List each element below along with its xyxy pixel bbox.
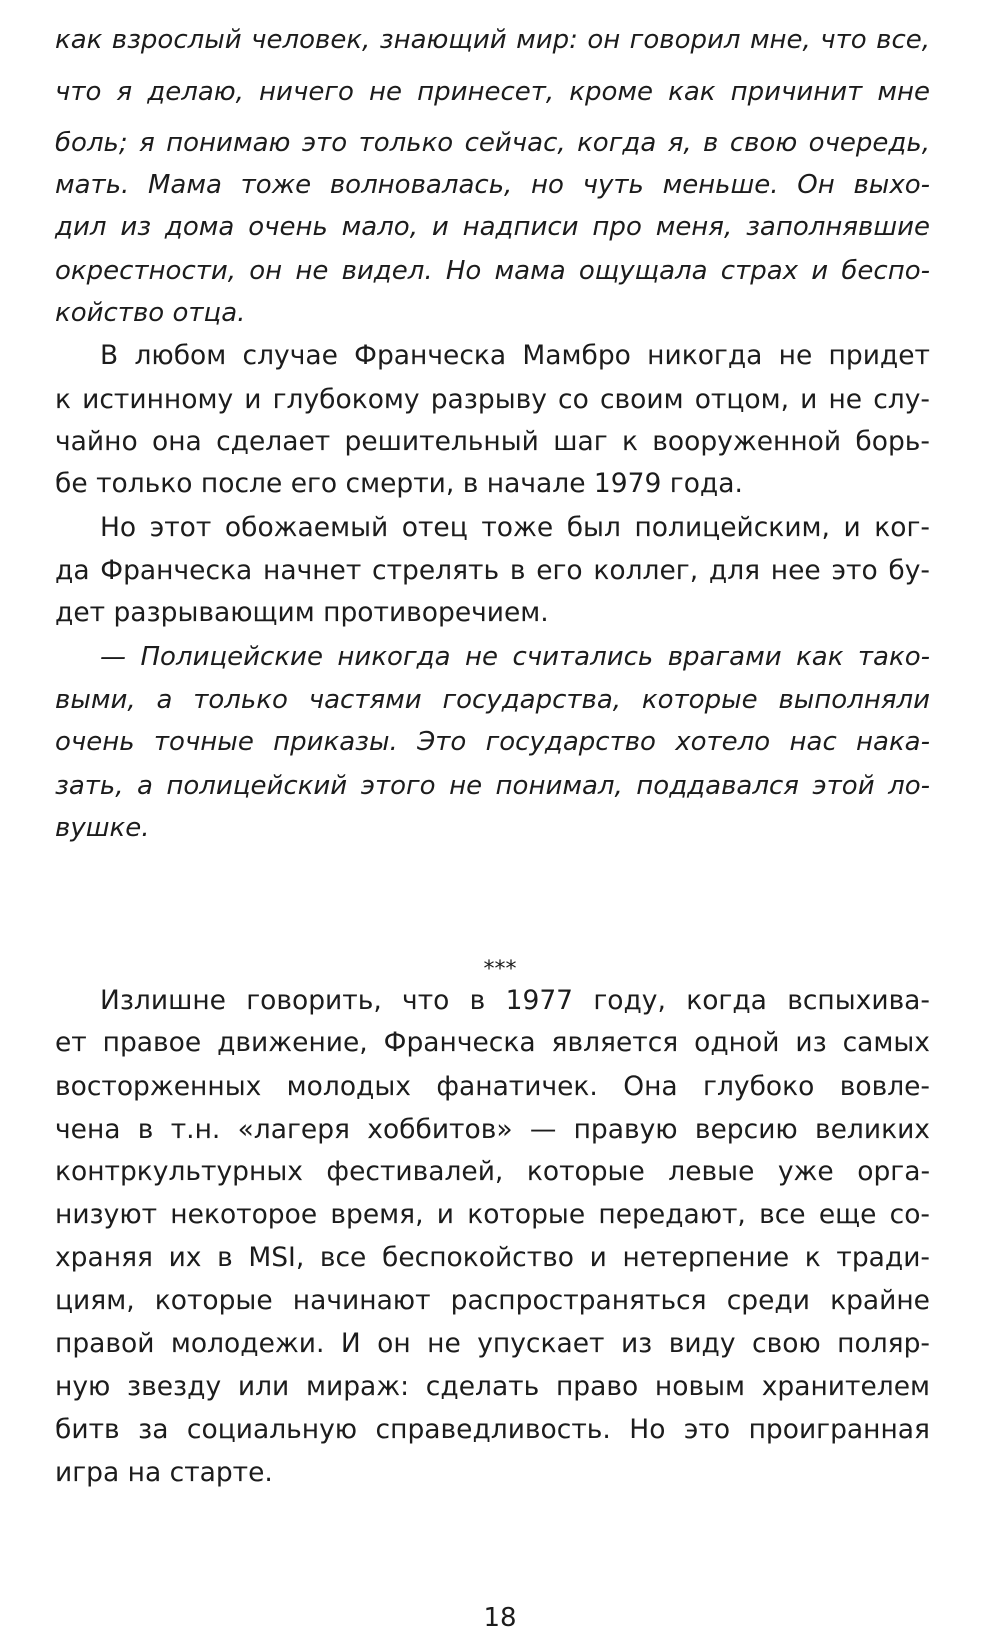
text-line: очень точные приказы. Это государство хотело нас нака- xyxy=(55,727,930,757)
text-line: вушке. xyxy=(55,813,150,843)
text-line: циям, которые начинают распространяться среди крайне xyxy=(55,1285,930,1316)
text-line: контркультурных фестивалей, которые левые уже орга- xyxy=(55,1156,930,1187)
text-line: Излишне говорить, что в 1977 году, когда вспыхива- xyxy=(100,985,930,1016)
text-line: как взрослый человек, знающий мир: он говорил мне, что все, xyxy=(55,25,930,55)
text-line: битв за социальную справедливость. Но это проигранная xyxy=(55,1414,930,1445)
text-line: — Полицейские никогда не считались врагами как тако- xyxy=(100,642,930,672)
text-line: ную звезду или мираж: сделать право новым хранителем xyxy=(55,1371,930,1402)
text-line: восторженных молодых фанатичек. Она глубоко вовле- xyxy=(55,1071,930,1102)
text-line: чайно она сделает решительный шаг к вооруженной борь- xyxy=(55,426,930,457)
text-line: боль; я понимаю это только сейчас, когда я, в свою очередь, xyxy=(55,128,930,158)
text-line: правой молодежи. И он не упускает из виду свою поляр- xyxy=(55,1328,930,1359)
text-line: дет разрывающим противоречием. xyxy=(55,597,549,628)
page-number: 18 xyxy=(483,1603,517,1633)
text-line: Но этот обожаемый отец тоже был полицейским, и ког- xyxy=(100,512,930,543)
text-line: храняя их в MSI, все беспокойство и нетерпение к тради- xyxy=(55,1242,930,1273)
section-separator: *** xyxy=(483,957,517,982)
text-line: зать, а полицейский этого не понимал, поддавался этой ло- xyxy=(55,771,930,801)
text-line: дил из дома очень мало, и надписи про меня, заполнявшие xyxy=(55,212,930,242)
text-line: да Франческа начнет стрелять в его коллег, для нее это бу- xyxy=(55,555,930,586)
text-line: низуют некоторое время, и которые передают, все еще со- xyxy=(55,1199,930,1230)
text-line: койство отца. xyxy=(55,298,246,328)
text-line: что я делаю, ничего не принесет, кроме как причинит мне xyxy=(55,77,930,107)
text-line: к истинному и глубокому разрыву со своим отцом, и не слу- xyxy=(55,384,930,415)
text-line: мать. Мама тоже волновалась, но чуть меньше. Он выхо- xyxy=(55,170,930,200)
text-line: В любом случае Франческа Мамбро никогда не придет xyxy=(100,340,930,371)
text-line: бе только после его смерти, в начале 1979 года. xyxy=(55,468,743,499)
text-line: чена в т.н. «лагеря хоббитов» — правую версию великих xyxy=(55,1114,930,1145)
text-line: ет правое движение, Франческа является одной из самых xyxy=(55,1027,930,1058)
text-line: игра на старте. xyxy=(55,1457,273,1488)
text-line: выми, а только частями государства, которые выполняли xyxy=(55,685,930,715)
text-line: окрестности, он не видел. Но мама ощущала страх и беспо- xyxy=(55,256,930,286)
